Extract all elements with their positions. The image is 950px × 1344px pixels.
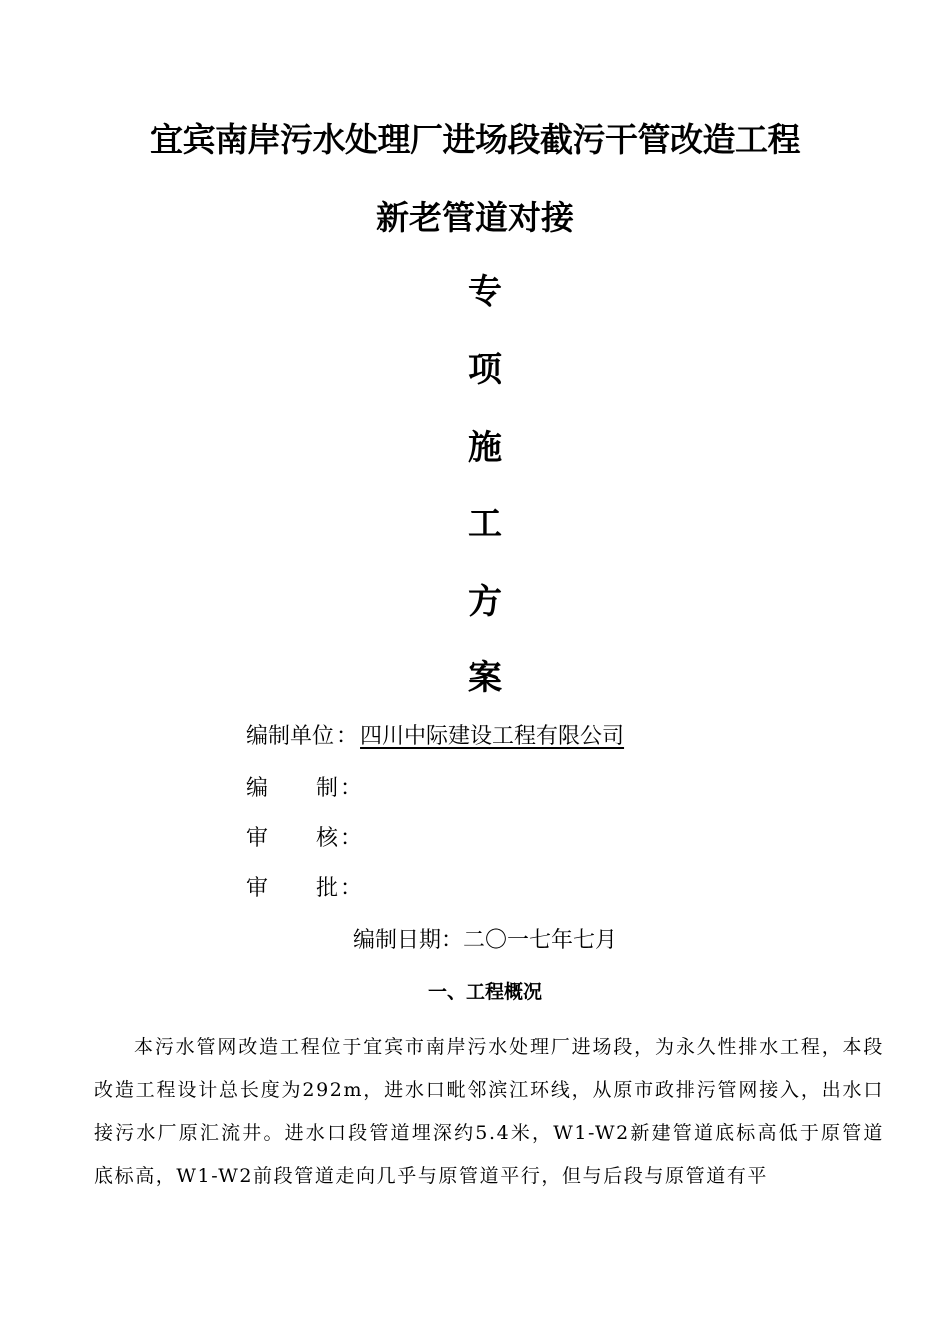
vertical-title-char-1: 专 [468,272,502,312]
compile-date-value: 二〇一七年七月 [463,928,618,953]
section-heading: 一、工程概况 [427,981,542,1003]
compiler-row [246,774,364,804]
colon: ： [336,724,359,749]
compiling-unit-label: 编制单位 [246,724,335,749]
colon: ： [340,876,363,901]
reviewer-row [246,824,364,854]
document-title: 宜宾南岸污水处理厂进场段截污干管改造工程 [150,120,800,159]
vertical-title-char-2: 项 [468,350,502,390]
vertical-title-char-5: 方 [468,582,502,622]
compiler-label: 编 制 [246,776,338,801]
approver-row [246,874,364,904]
vertical-title-char-3: 施 [468,428,502,468]
approver-label: 审 批 [246,876,338,901]
compiling-unit-row [246,722,624,752]
colon: ： [340,826,363,851]
document-subtitle: 新老管道对接 [376,198,574,237]
compile-date-label: 编制日期 [352,928,441,953]
compile-date-row [0,926,950,956]
vertical-title-char-4: 工 [468,504,502,544]
reviewer-label: 审 核 [246,826,338,851]
colon: ： [340,776,363,801]
project-overview-paragraph: 本污水管网改造工程位于宜宾市南岸污水处理厂进场段，为永久性排水工程，本段改造工程设计总长度为292m，进水口毗邻滨江环线，从原市政排污管网接入，出水口接污水厂原汇流井。进水口段管道埋深约5.4米，W1-W2新建管道底标高低于原管道底标高，W1-W2前段管道走向几乎与原管道平行，但与后段与原管道有平 [94,1036,884,1187]
compiling-unit-value: 四川中际建设工程有限公司 [360,724,625,749]
vertical-title-char-6: 案 [468,658,502,698]
colon: ： [440,928,463,953]
